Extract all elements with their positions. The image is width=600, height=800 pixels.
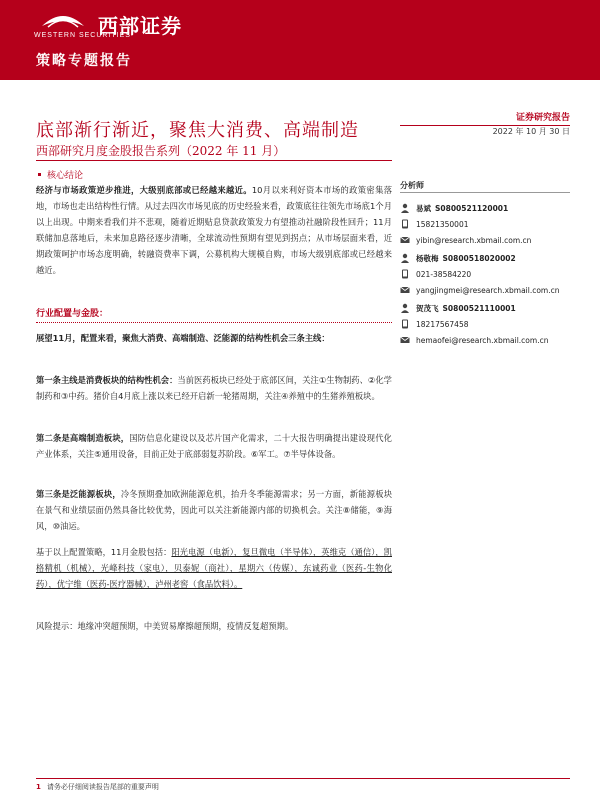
- analyst-cert: S0800521120001: [435, 203, 509, 213]
- analyst-name: 杨敬梅: [416, 253, 439, 263]
- analyst-phone: 021-38584220: [416, 269, 472, 279]
- golden-stocks-paragraph: 基于以上配置策略，11月金股包括：阳光电源（电新），复旦微电（半导体），英维克（通信），凯格精机（机械），光峰科技（家电），贝泰妮（商社），星期六（传媒），东诚药业（医药-生物化药），优宁维（医药-医疗器械），泸州老窖（食品饮料）。: [36, 547, 392, 589]
- analyst-cert: S0800518020002: [442, 253, 516, 263]
- brand-name: 西部证券: [98, 14, 182, 38]
- analyst-cert: S0800521110001: [442, 303, 516, 313]
- analyst-phone: 15821350001: [416, 219, 469, 229]
- email-icon: [400, 285, 410, 295]
- consumer-paragraph: 第一条主线是消费板块的结构性机会：当前医药板块已经处于底部区间，关注①生物制药、②化学制药和③中药。猪价自4月底上涨以来已经开启新一轮猪周期，关注④养殖中的生猪养殖板块。: [36, 375, 392, 401]
- header-bar: [0, 0, 600, 80]
- disclaimer-note: 请务必仔细阅读报告尾部的重要声明: [46, 783, 159, 791]
- report-subtitle: 西部研究月度金股报告系列（2022 年 11 月）: [36, 144, 286, 158]
- manufacturing-paragraph: 第二条是高端制造板块，国防信息化建设以及芯片国产化需求，二十大报告明确提出建设现代化产业体系，关注⑤通用设备，目前正处于底部弱复苏阶段。⑥军工。⑦半导体设备。: [36, 433, 392, 459]
- report-title: 底部渐行渐近，聚焦大消费、高端制造: [36, 120, 359, 141]
- analyst-email[interactable]: hemaofei@research.xbmail.com.cn: [416, 335, 549, 345]
- analysts-label: 分析师: [400, 181, 424, 190]
- analyst-name: 易斌: [416, 203, 431, 213]
- phone-icon: [400, 319, 410, 329]
- email-icon: [400, 335, 410, 345]
- title-divider: [36, 160, 392, 161]
- brand-english: WESTERN SECURITIES: [34, 32, 131, 39]
- industry-heading: 行业配置与金股：: [36, 309, 109, 319]
- report-date: 2022 年 10 月 30 日: [492, 127, 570, 136]
- report-tag: 证券研究报告: [515, 113, 570, 123]
- person-icon: [400, 303, 410, 313]
- footer: [36, 782, 159, 792]
- phone-icon: [400, 219, 410, 229]
- report-type: 策略专题报告: [36, 53, 132, 69]
- analyst-card: [400, 200, 570, 248]
- section-label: 核心结论: [36, 168, 83, 181]
- outlook-paragraph: 展望11月，配置来看，聚焦大消费、高端制造、泛能源的结构性机会三条主线：: [36, 333, 330, 343]
- person-icon: [400, 253, 410, 263]
- analyst-email[interactable]: yibin@research.xbmail.com.cn: [416, 235, 532, 245]
- page-number: 1: [36, 783, 41, 791]
- person-icon: [400, 203, 410, 213]
- analyst-card: [400, 300, 570, 348]
- analyst-card: [400, 250, 570, 298]
- western-securities-logo: [38, 10, 88, 30]
- heading-divider: [36, 322, 392, 323]
- analysts-divider: [400, 192, 570, 193]
- bullet-icon: [38, 173, 41, 176]
- analyst-email[interactable]: yangjingmei@research.xbmail.com.cn: [416, 285, 560, 295]
- analyst-phone: 18217567458: [416, 319, 469, 329]
- footer-divider: [36, 778, 570, 779]
- risk-warning: 风险提示：地缘冲突超预期，中美贸易摩擦超预期，疫情反复超预期。: [36, 621, 294, 631]
- phone-icon: [400, 269, 410, 279]
- core-conclusion-paragraph: 经济与市场政策逆步推进，大级别底部或已经越来越近。10月以来利好资本市场的政策密集落地，市场也走出结构性行情。从过去四次市场见底的历史经验来看，政策底往往领先市场底1个月以上出现。中期来看我们并不悲观，随着近期贴息贷款政策发力有望推动社融阶段性回升；11月联储加息落地后，未来加息路径逐步清晰，全球流动性预期有望见到拐点；从市场层面来看，近期政策呵护市场态度明确，转融资费率下调，公募机构大规模自购，市场大级别底部或已经越来越近。: [36, 185, 392, 275]
- energy-paragraph: 第三条是泛能源板块，冷冬预期叠加欧洲能源危机，抬升冬季能源需求；另一方面，新能源板块在景气和业绩层面仍然具备比较优势，因此可以关注新能源内部的切换机会。关注⑧储能，⑨海风，⑩油运。: [36, 489, 392, 531]
- analyst-name: 贺茂飞: [416, 303, 439, 313]
- email-icon: [400, 235, 410, 245]
